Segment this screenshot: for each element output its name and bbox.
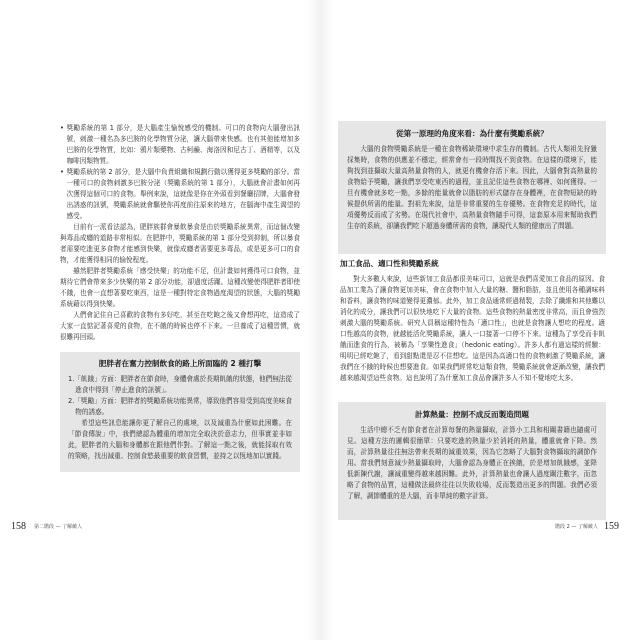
page-number: 158 xyxy=(11,521,26,532)
left-body-text xyxy=(60,123,300,347)
bullet-dot: • xyxy=(60,168,64,176)
box-paragraph: 生活中總不乏有節食者在計算每餐的熱量攝取，計算小工具和相關書籍也隨處可見。這種方法的邏輯很簡單：只要吃進的熱量少於消耗的熱量，體重就會下降。然而，計算熱量往往無法帶來長期的減重效果，因為它忽略了大腦對食物攝取的調節作用。當我們刻意減少熱量攝取時，大腦會認為身體正在挨餓，於是增加飢餓感，並降低新陳代謝，讓減重變得越來越困難。此外，計算熱量也會讓人過度關注數字，而忽略了食物的品質，這種做法最終往往以失敗收場，反而製造出更多的問題。我們必須了解，調節體重的是大腦，而非單純的數字計算。 xyxy=(347,426,597,500)
bullet-dot: • xyxy=(60,124,64,132)
sidebar-box-first-principles xyxy=(338,121,606,254)
box-list-item: 2.「獎勵」方面：肥胖者的獎勵系統功能異常，導致他們容易受到高度美味食物的誘惑。 xyxy=(68,397,292,416)
box-list-item: 1.「飢餓」方面：肥胖者在節食時，身體會處於長期飢餓的狀態，他們無法從進食中得到「停止進食的訊號」。 xyxy=(68,375,292,394)
running-head: 第二階段 — 了解敵人 xyxy=(34,524,83,530)
bullet-item xyxy=(60,167,300,222)
page-number: 159 xyxy=(604,521,619,532)
box-paragraph: 希望這些訊息能讓你更了解自己的處境，以及減重為什麼如此困難。在「節食傳說」中，我們總認為體重的增加完全取決於意志力，但事實並非如此，肥胖者的大腦和身體都在跟他們作對。了解這一點之後，就能採取有效的策略，找出減重、控制食慾最重要的飲食習慣，並持之以恆地加以實踐。 xyxy=(68,419,292,460)
right-page xyxy=(320,0,640,640)
box-title: 從第一原理的角度來看：為什麼有獎勵系統？ xyxy=(396,129,548,138)
body-paragraph: 對大多數人來說，這些新加工食品都很美味可口，這就是我們喜愛加工食品的原因。食品加工業為了讓食物更加美味，會在食物中加入大量的糖、鹽和脂肪，並且使用各種調味料和香料，讓食物的味道變得更濃郁。此外，加工食品通常經過精製，去除了纖維和其他難以消化的成分，讓我們可以很快地吃下大量的食物。這些食物的熱量密度非常高，而且會強烈刺激大腦的獎勵系統。研究人員稱這種特性為「適口性」，也就是食物讓人想吃的程度。適口性越高的食物，就越能活化獎勵系統，讓人一口接著一口停不下來。這種為了享受而非飢餓而進食的行為，被稱為「享樂性進食」（hedonic eating）。許多人都有過這樣的經驗：明明已經吃飽了，看到甜點還是忍不住想吃。這是因為高適口性的食物刺激了獎勵系統，讓我們在不餓的時候也想要進食。如果我們經常吃這類食物，獎勵系統就會逐漸改變，讓我們越來越渴望這些食物。這也說明了為什麼加工食品會讓許多人不知不覺地吃太多。 xyxy=(340,275,605,382)
bullet-item xyxy=(60,123,300,167)
bullet-text: 獎勵系統的第 2 部分，是大腦中負責組織和規劃行動以獲得更多獎勵的部分。當一種可口的食物刺激多巴胺分泌（獎勵系統的第 1 部分），大腦就會計畫如何再次獲得這個可口的食物。舉例來說，這就像是你在外頭看到餐廳招牌，大腦會發出誘惑的訊號，獎勵系統就會驅使你再度前往原來的地方，在腦海中產生渴望的感受。 xyxy=(66,168,300,220)
body-paragraph: 人們會記住自己喜歡的食物有多好吃，甚至在吃飽之後又會想再吃，這造成了大家一直惦記著喜愛的食物，在不餓的時候也停不下來。一旦養成了這種習慣，就很難再回頭。 xyxy=(60,311,300,341)
sidebar-box-calorie-counting xyxy=(338,402,606,520)
box-body xyxy=(68,374,292,462)
sidebar-box-two-blows xyxy=(60,352,300,472)
box-title: 肥胖者在奮力控制飲食的路上所面臨的 2 種打擊 xyxy=(98,359,262,368)
box-paragraph: 大腦的食物獎勵系統是一種在食物稀缺環境中求生存的機制。古代人類祖先狩獵採集時，食物的供應並不穩定，經常會有一段時間找不到食物。在這樣的環境下，能夠找到並攝取大量高熱量食物的人，就更有機會存活下來。因此，大腦會對高熱量的食物給予獎勵，讓我們享受吃東西的過程，並且記住這些食物在哪裡、如何獲得。一旦有機會就多吃一點，多餘的能量就會以脂肪的形式儲存在身體裡，在食物短缺的時候提供所需的能量。對祖先來說，這是非常重要的生存優勢。在食物充足的時代，這項優勢反而成了劣勢。在現代社會中，高熱量食物隨手可得，這套原本用來幫助我們生存的系統，卻讓我們吃下超過身體所需的食物，讓現代人類的健康出了問題。 xyxy=(347,145,597,230)
running-head: 階段 2 — 了解敵人 xyxy=(555,524,598,530)
section-heading: 加工食品、適口性和獎勵系統 xyxy=(340,259,439,268)
bullet-text: 獎勵系統的第 1 部分，是大腦產生愉悅感受的機制。可口的食物向大腦發出訊號，刺激一種名為多巴胺的化學物質分泌，讓大腦帶來快感。也有其他能增加多巴胺的化學物質，比如：鴉片類藥物、古柯鹼、海洛因和尼古丁、酒精等，以及咖啡因類物質。 xyxy=(66,124,300,165)
body-paragraph: 雖然肥胖者獎勵系統「感受快樂」的功能不足，但計畫如何獲得可口食物，並期待它們會帶來多少快樂的第 2 部分功能，卻過度活躍。這種改變使得肥胖者即使不餓，也會一直想著要吃東西，這是一種對特定食物過度渴望的狀態，大腦的獎勵系統藉以得到快樂。 xyxy=(60,267,300,308)
body-paragraph: 目前有一派看法認為，肥胖族群會暴飲暴食是由於獎勵系統異常，而這個改變與毒品成癮的道路非常相似。在肥胖中，獎勵系統的第 1 部分受到抑制，所以暴食者需要吃進更多食物才能感到快樂，就像成癮者需要更多毒品，或是更多可口的食物，才能獲得相同的愉悅程度。 xyxy=(60,223,300,264)
box-title: 計算熱量：控制不成反而製造問題 xyxy=(415,410,529,419)
